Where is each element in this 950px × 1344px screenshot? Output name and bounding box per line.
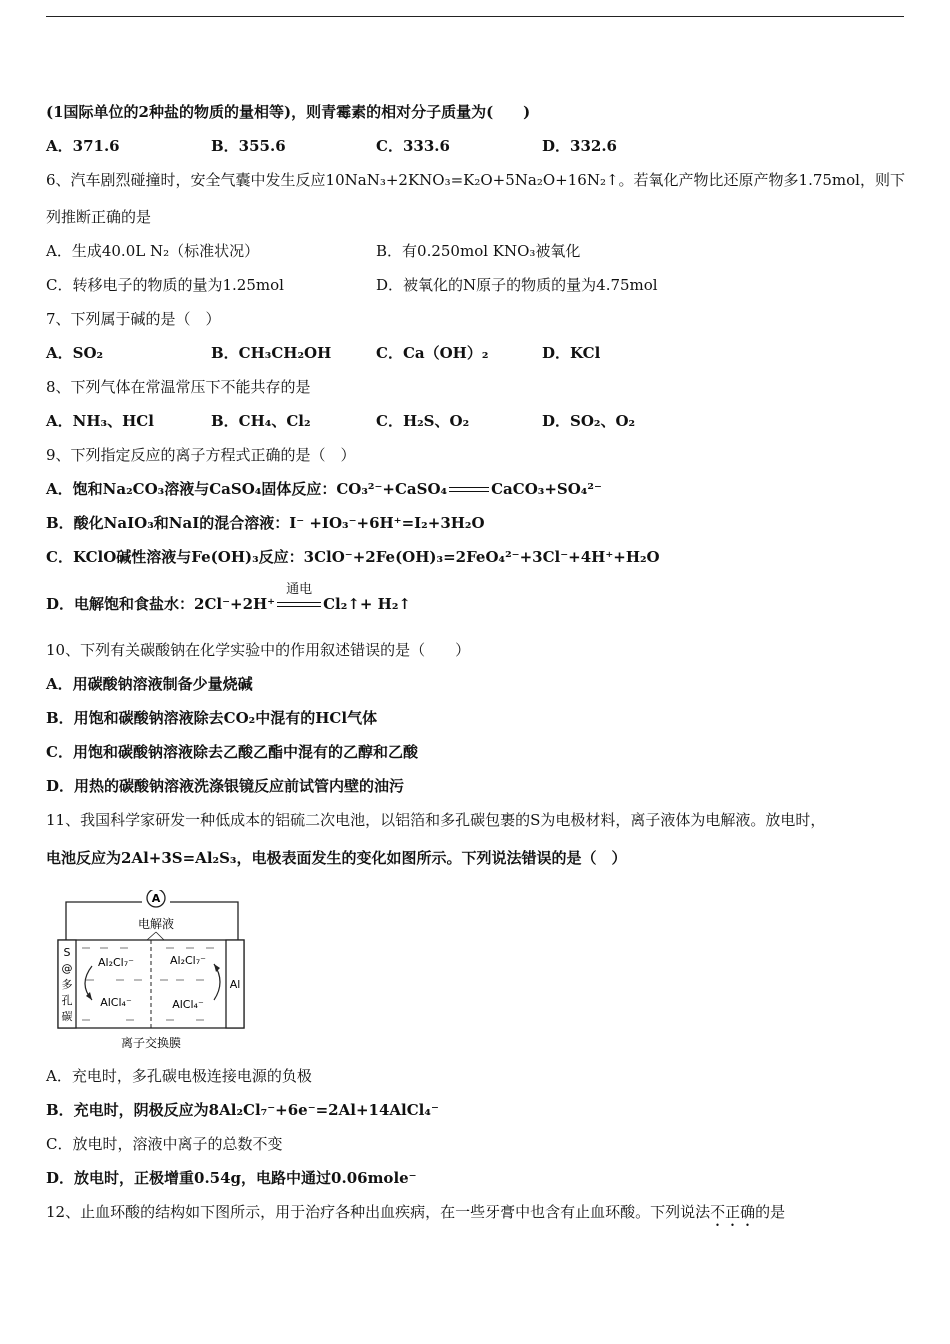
wire-left	[66, 902, 142, 940]
electrolysis-condition: 通电	[286, 582, 313, 597]
ion-right-top: Al₂Cl₇⁻	[170, 954, 206, 967]
q6-stem-prefix: 6、汽车剧烈碰撞时，安全气囊中发生反应	[46, 171, 326, 189]
q7-option-d[interactable]: D．KCl	[542, 344, 601, 362]
q7-option-a[interactable]: A．SO₂	[46, 344, 104, 362]
ammeter-label: A	[151, 892, 161, 905]
q12-stem	[46, 1202, 785, 1230]
left-electrode-label-5: 碳	[61, 1010, 73, 1023]
q11-option-b[interactable]: B．充电时，阴极反应为8Al₂Cl₇⁻+6e⁻=2Al+14AlCl₄⁻	[46, 1101, 439, 1119]
q6-options-row1	[46, 241, 906, 261]
q6-options-row2	[46, 275, 906, 295]
q8-option-d[interactable]: D．SO₂、O₂	[542, 412, 636, 430]
left-electrode-label-3: 多	[61, 978, 73, 991]
q9-option-c[interactable]: C．KClO碱性溶液与Fe(OH)₃反应：3ClO⁻+2Fe(OH)₃=2FeO₄²⁻+3Cl⁻+4H⁺+H₂O	[46, 548, 660, 566]
q11-stem-line2: 电池反应为2Al+3S=Al₂S₃，电极表面发生的变化如图所示。下列说法错误的是（ ）	[46, 849, 627, 867]
q7-stem: 7、下列属于碱的是（ ）	[46, 310, 221, 328]
right-electrode-label: Al	[229, 978, 241, 991]
q10-option-b[interactable]: B．用饱和碳酸钠溶液除去CO₂中混有的HCl气体	[46, 709, 378, 727]
equilibrium-arrow-icon	[449, 485, 489, 495]
q6-stem-suffix: 。若氧化产物比还原产物多1.75mol，则下	[618, 171, 905, 189]
q5-stem-tail: (1国际单位的2种盐的物质的量相等)，则青霉素的相对分子质量为( )	[46, 103, 531, 121]
battery-diagram	[56, 890, 256, 1055]
left-electrode-label-1: S	[63, 946, 71, 959]
q8-option-c[interactable]: C．H₂S、O₂	[376, 412, 470, 430]
q6-stem-line2: 列推断正确的是	[46, 208, 152, 226]
q8-stem: 8、下列气体在常温常压下不能共存的是	[46, 378, 311, 396]
electrolysis-arrow-icon	[277, 582, 321, 610]
q6-option-c[interactable]: C．转移电子的物质的量为1.25mol	[46, 276, 284, 294]
q11-option-c[interactable]: C．放电时，溶液中离子的总数不变	[46, 1135, 283, 1153]
q11-option-a[interactable]: A．充电时，多孔碳电极连接电源的负极	[46, 1067, 312, 1085]
q7-option-c[interactable]: C．Ca（OH）₂	[376, 344, 489, 362]
q5-options	[46, 136, 906, 156]
q11-option-d[interactable]: D．放电时，正极增重0.54g，电路中通过0.06mole⁻	[46, 1169, 417, 1187]
electrolyte-label: 电解液	[137, 917, 175, 931]
q9-option-a-left: A．饱和Na₂CO₃溶液与CaSO₄固体反应：CO₃²⁻+CaSO₄	[46, 480, 448, 498]
q8-option-b[interactable]: B．CH₄、Cl₂	[211, 412, 311, 430]
q10-option-d[interactable]: D．用热的碳酸钠溶液洗涤银镜反应前试管内壁的油污	[46, 777, 405, 795]
q6-option-d[interactable]: D．被氧化的N原子的物质的量为4.75mol	[376, 276, 658, 294]
q12-stem-main: 12、止血环酸的结构如下图所示，用于治疗各种出血疾病，在一些牙膏中也含有止血环酸。下列说法	[46, 1203, 711, 1221]
q6-stem	[46, 170, 905, 190]
q9-option-d-right: Cl₂↑+ H₂↑	[323, 595, 411, 613]
q9-stem: 9、下列指定反应的离子方程式正确的是（ ）	[46, 446, 356, 464]
q5-option-b[interactable]: B．355.6	[211, 137, 286, 155]
top-rule	[46, 16, 904, 17]
q6-reaction: 10NaN₃+2KNO₃=K₂O+5Na₂O+16N₂↑	[325, 171, 619, 189]
q6-option-b[interactable]: B．有0.250mol KNO₃被氧化	[376, 242, 581, 260]
q10-option-a[interactable]: A．用碳酸钠溶液制备少量烧碱	[46, 675, 253, 693]
q9-option-d[interactable]	[46, 582, 411, 614]
q9-option-d-left: D．电解饱和食盐水：2Cl⁻+2H⁺	[46, 595, 276, 613]
q12-stem-emphasis: 不正确	[710, 1203, 756, 1221]
q9-option-a[interactable]	[46, 479, 602, 499]
q5-option-a[interactable]: A．371.6	[46, 137, 120, 155]
ion-left-bottom: AlCl₄⁻	[100, 996, 132, 1009]
membrane-label: 离子交换膜	[120, 1036, 182, 1050]
q7-option-b[interactable]: B．CH₃CH₂OH	[211, 344, 332, 362]
ion-left-top: Al₂Cl₇⁻	[98, 956, 134, 969]
q8-option-a[interactable]: A．NH₃、HCl	[46, 412, 154, 430]
q10-stem: 10、下列有关碳酸钠在化学实验中的作用叙述错误的是（ ）	[46, 641, 471, 659]
left-electrode-label-2: @	[61, 962, 73, 975]
q12-stem-end: 的是	[755, 1203, 786, 1221]
q7-options	[46, 343, 906, 363]
wire-right	[170, 902, 238, 940]
q8-options	[46, 411, 906, 431]
q9-option-a-right: CaCO₃+SO₄²⁻	[491, 480, 602, 498]
q5-option-c[interactable]: C．333.6	[376, 137, 450, 155]
q6-option-a[interactable]: A．生成40.0L N₂（标准状况）	[46, 242, 260, 260]
ion-right-bottom: AlCl₄⁻	[172, 998, 204, 1011]
q9-option-b[interactable]: B．酸化NaIO₃和NaI的混合溶液：I⁻ +IO₃⁻+6H⁺=I₂+3H₂O	[46, 514, 485, 532]
q11-stem-line1: 11、我国科学家研发一种低成本的铝硫二次电池，以铝箔和多孔碳包裹的S为电极材料，离子液体为电解液。放电时，	[46, 811, 826, 829]
left-electrode-label-4: 孔	[61, 994, 73, 1007]
q5-option-d[interactable]: D．332.6	[542, 137, 617, 155]
q10-option-c[interactable]: C．用饱和碳酸钠溶液除去乙酸乙酯中混有的乙醇和乙酸	[46, 743, 418, 761]
